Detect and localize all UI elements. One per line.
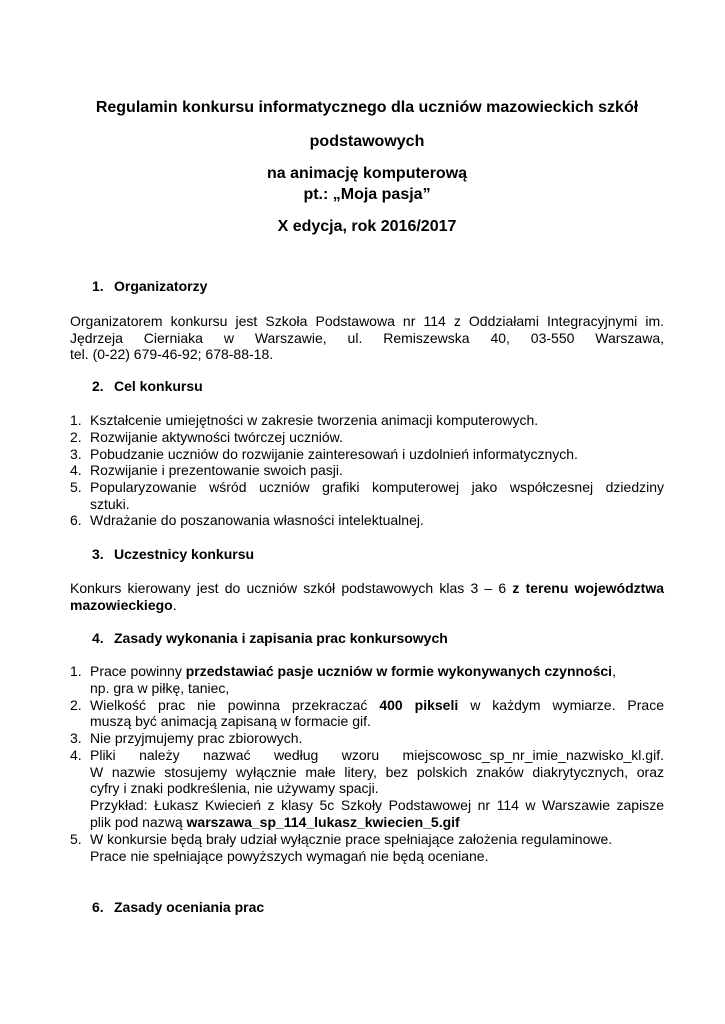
list-text: Wdrażanie do poszanowania własności intelektualnej.	[90, 512, 424, 528]
section-number: 2.	[92, 378, 104, 394]
list-number: 4.	[70, 747, 82, 763]
list-item	[70, 730, 664, 747]
list-text-bold: 400 pikseli	[379, 697, 459, 713]
list-text: Rozwijanie aktywności twórczej uczniów.	[90, 429, 343, 445]
list-number: 1.	[70, 663, 82, 679]
list-text: Wielkość prac nie powinna przekraczać	[90, 697, 380, 713]
list-number: 5.	[70, 831, 82, 847]
example-line-1: Przykład: Łukasz Kwiecień z klasy 5c Szkoły Podstawowej nr 114 w Warszawie zapisze	[90, 797, 664, 813]
section-number: 6.	[92, 899, 104, 915]
list-item	[70, 747, 664, 764]
document-title-line-1: Regulamin konkursu informatycznego dla uczniów mazowieckich szkół	[95, 99, 639, 116]
example-line-2	[90, 814, 664, 831]
list-item	[70, 462, 664, 479]
list-item	[70, 512, 664, 529]
list-number: 2.	[70, 429, 82, 445]
list-text: Pliki należy nazwać według wzoru miejscowosc_sp_nr_imie_nazwisko_kl.gif.	[90, 747, 664, 763]
list-text: Kształcenie umiejętności w zakresie tworzenia animacji komputerowych.	[90, 412, 539, 428]
list-text: ,	[612, 663, 616, 679]
section-heading-goals	[92, 378, 203, 395]
list-item-continuation: cyfry i znaki podkreślenia, nie używamy spacji.	[90, 780, 379, 796]
section-heading-participants	[92, 546, 254, 563]
section-number: 3.	[92, 546, 104, 562]
section-number: 4.	[92, 630, 104, 646]
participants-text: Konkurs kierowany jest do uczniów szkół podstawowych klas 3 – 6	[70, 580, 513, 596]
participants-region-end: mazowieckiego	[70, 597, 173, 613]
participants-line-1	[70, 580, 664, 597]
list-item	[70, 697, 665, 714]
section-title: Cel konkursu	[114, 378, 203, 394]
organizer-line-2: Jędrzeja Cierniaka w Warszawie, ul. Remiszewska 40, 03-550 Warszawa,	[70, 330, 664, 346]
list-item	[70, 429, 664, 446]
organizer-line-3: tel. (0-22) 679-46-92; 678-88-18.	[70, 346, 274, 362]
list-item	[70, 412, 664, 429]
section-title: Zasady wykonania i zapisania prac konkursowych	[114, 630, 448, 646]
list-text: Pobudzanie uczniów do rozwijanie zainteresowań i uzdolnień informatycznych.	[90, 446, 578, 462]
list-text: Rozwijanie i prezentowanie swoich pasji.	[90, 462, 343, 478]
list-text: Prace powinny	[90, 663, 186, 679]
section-heading-organizers	[92, 278, 207, 295]
document-title-line-2: podstawowych	[309, 133, 425, 150]
list-item-continuation: W nazwie stosujemy wyłącznie małe litery, bez polskich znaków diakrytycznych, oraz	[90, 764, 664, 780]
list-item-continuation: sztuki.	[90, 496, 130, 512]
section-title: Organizatorzy	[114, 278, 208, 294]
list-number: 4.	[70, 462, 82, 478]
list-text-bold: przedstawiać pasje uczniów w formie wykonywanych czynności	[185, 663, 613, 679]
list-number: 6.	[70, 512, 82, 528]
list-number: 2.	[70, 697, 82, 713]
participants-region: z terenu województwa	[512, 580, 665, 596]
list-text: Nie przyjmujemy prac zbiorowych.	[90, 730, 303, 746]
section-heading-rules	[92, 630, 448, 647]
section-heading-evaluation	[92, 899, 264, 916]
participants-period: .	[172, 597, 177, 613]
list-text: w każdym wymiarze. Prace	[458, 697, 665, 713]
list-item	[70, 446, 664, 463]
organizer-line-1: Organizatorem konkursu jest Szkoła Podstawowa nr 114 z Oddziałami Integracyjnymi im.	[70, 313, 664, 329]
list-text: Popularyzowanie wśród uczniów grafiki komputerowej jako współczesnej dziedziny	[90, 479, 664, 495]
example-filename: warszawa_sp_114_lukasz_kwiecien_5.gif	[186, 814, 460, 830]
list-number: 3.	[70, 446, 82, 462]
list-number: 3.	[70, 730, 82, 746]
list-item	[70, 479, 664, 496]
participants-line-2	[70, 597, 664, 614]
list-item-continuation: np. gra w piłkę, taniec,	[90, 680, 230, 696]
example-text: plik pod nazwą	[90, 814, 187, 830]
section-title: Uczestnicy konkursu	[114, 546, 255, 562]
list-item-continuation: muszą być animacją zapisaną w formacie gif.	[90, 713, 371, 729]
list-item	[70, 831, 664, 848]
list-item	[70, 663, 664, 680]
section-number: 1.	[92, 278, 104, 294]
document-edition: X edycja, rok 2016/2017	[277, 218, 457, 235]
list-number: 5.	[70, 479, 82, 495]
section-title: Zasady oceniania prac	[114, 899, 265, 915]
document-subtitle: na animację komputerową	[266, 165, 468, 182]
list-number: 1.	[70, 412, 82, 428]
document-theme: pt.: „Moja pasja”	[303, 186, 431, 203]
list-item-continuation: Prace nie spełniające powyższych wymagań nie będą oceniane.	[90, 848, 489, 864]
list-text: W konkursie będą brały udział wyłącznie prace spełniające założenia regulaminowe.	[90, 831, 613, 847]
